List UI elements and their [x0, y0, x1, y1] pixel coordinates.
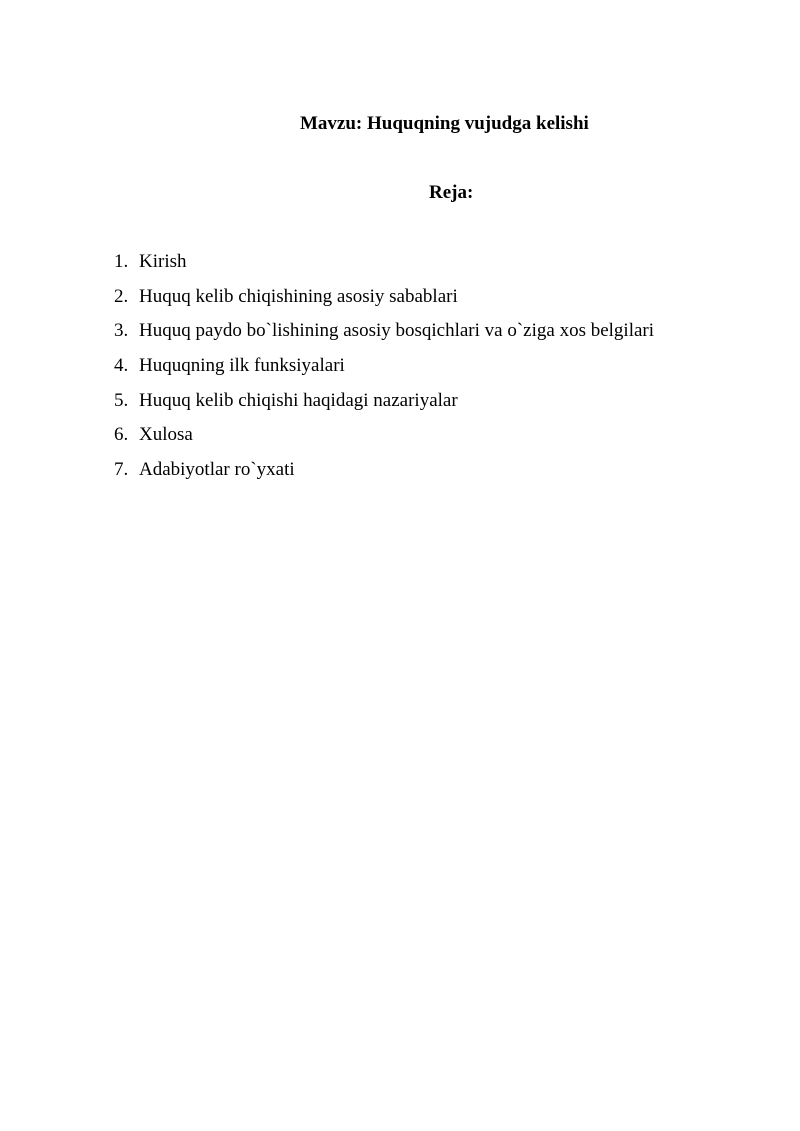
list-item: [114, 319, 654, 354]
list-item-number: 7.: [114, 459, 129, 481]
list-item-number: 1.: [114, 251, 129, 272]
list-item-number: 4.: [114, 355, 129, 377]
list-item: [114, 285, 654, 320]
list-item-number: 5.: [114, 389, 129, 411]
list-item-text: Kirish: [139, 251, 187, 272]
list-item-text: Adabiyotlar ro`yxati: [139, 459, 295, 481]
plan-heading: Reja:: [429, 182, 474, 203]
plan-list: [114, 250, 654, 493]
list-item: [114, 423, 654, 458]
list-item: [114, 389, 654, 424]
list-item: [114, 250, 654, 285]
list-item: [114, 458, 654, 493]
list-item-text: Huquq paydo bo`lishining asosiy bosqichlari va o`ziga xos belgilari: [139, 320, 655, 342]
list-item-text: Huquq kelib chiqishining asosiy sabablari: [139, 285, 458, 307]
list-item: [114, 354, 654, 389]
list-item-number: 2.: [114, 285, 129, 307]
list-item-text: Huquq kelib chiqishi haqidagi nazariyalar: [139, 389, 458, 411]
list-item-number: 3.: [114, 320, 129, 342]
list-item-number: 6.: [114, 424, 129, 446]
list-item-text: Huquqning ilk funksiyalari: [139, 355, 345, 377]
list-item-text: Xulosa: [139, 424, 193, 446]
page-title: Mavzu: Huquqning vujudga kelishi: [300, 113, 589, 134]
